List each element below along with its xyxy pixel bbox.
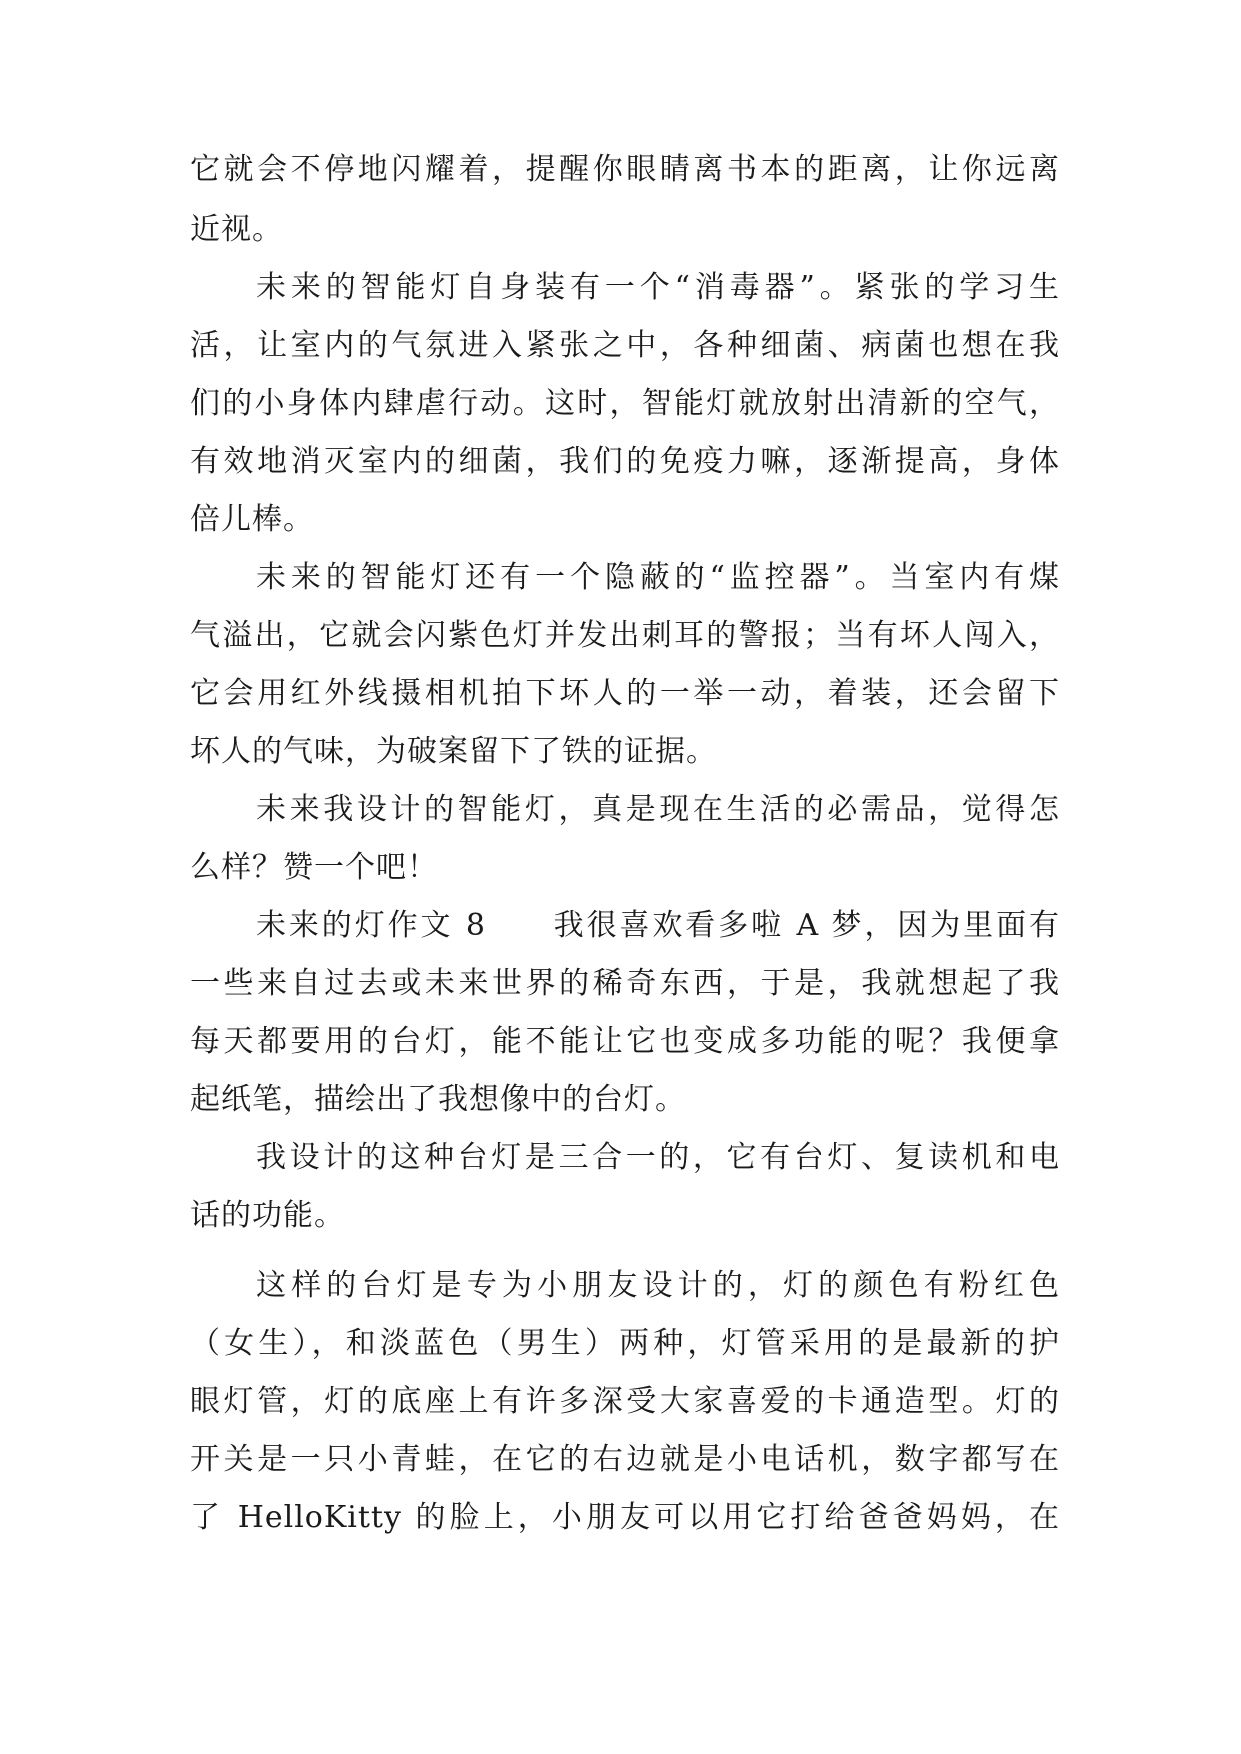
- paragraph-first-line: 未来的智能灯自身装有一个“消毒器”。紧张的学习生: [256, 270, 1060, 305]
- text-line: 了 HelloKitty 的脸上，小朋友可以用它打给爸爸妈妈，在: [190, 1500, 1060, 1535]
- text-line: 眼灯管，灯的底座上有许多深受大家喜爱的卡通造型。灯的: [190, 1384, 1060, 1419]
- text-line: 么样？赞一个吧！: [190, 850, 438, 885]
- text-line: 话的功能。: [190, 1198, 345, 1233]
- text-line: 每天都要用的台灯，能不能让它也变成多功能的呢？我便拿: [190, 1024, 1060, 1059]
- text-line: 倍儿棒。: [190, 502, 314, 537]
- text-line: 有效地消灭室内的细菌，我们的免疫力嘛，逐渐提高，身体: [190, 444, 1060, 479]
- paragraph-first-line: 这样的台灯是专为小朋友设计的，灯的颜色有粉红色: [256, 1268, 1060, 1303]
- text-line: 一些来自过去或未来世界的稀奇东西，于是，我就想起了我: [190, 966, 1060, 1001]
- paragraph-first-line: 未来的灯作文 8 我很喜欢看多啦 A 梦，因为里面有: [256, 908, 1060, 943]
- paragraph-first-line: 未来我设计的智能灯，真是现在生活的必需品，觉得怎: [256, 792, 1060, 827]
- text-line: （女生），和淡蓝色（男生）两种，灯管采用的是最新的护: [190, 1326, 1060, 1361]
- text-line: 它会用红外线摄相机拍下坏人的一举一动，着装，还会留下: [190, 676, 1060, 711]
- text-line: 开关是一只小青蛙，在它的右边就是小电话机，数字都写在: [190, 1442, 1060, 1477]
- text-line: 坏人的气味，为破案留下了铁的证据。: [190, 734, 717, 769]
- text-line: 活，让室内的气氛进入紧张之中，各种细菌、病菌也想在我: [190, 328, 1060, 363]
- text-line: 气溢出，它就会闪紫色灯并发出刺耳的警报；当有坏人闯入，: [190, 618, 1060, 653]
- text-line: 它就会不停地闪耀着，提醒你眼睛离书本的距离，让你远离: [190, 152, 1060, 187]
- text-line: 近视。: [190, 212, 283, 247]
- text-line: 们的小身体内肆虐行动。这时，智能灯就放射出清新的空气，: [190, 386, 1060, 421]
- paragraph-first-line: 我设计的这种台灯是三合一的，它有台灯、复读机和电: [256, 1140, 1060, 1175]
- text-line: 起纸笔，描绘出了我想像中的台灯。: [190, 1082, 686, 1117]
- paragraph-first-line: 未来的智能灯还有一个隐蔽的“监控器”。当室内有煤: [256, 560, 1060, 595]
